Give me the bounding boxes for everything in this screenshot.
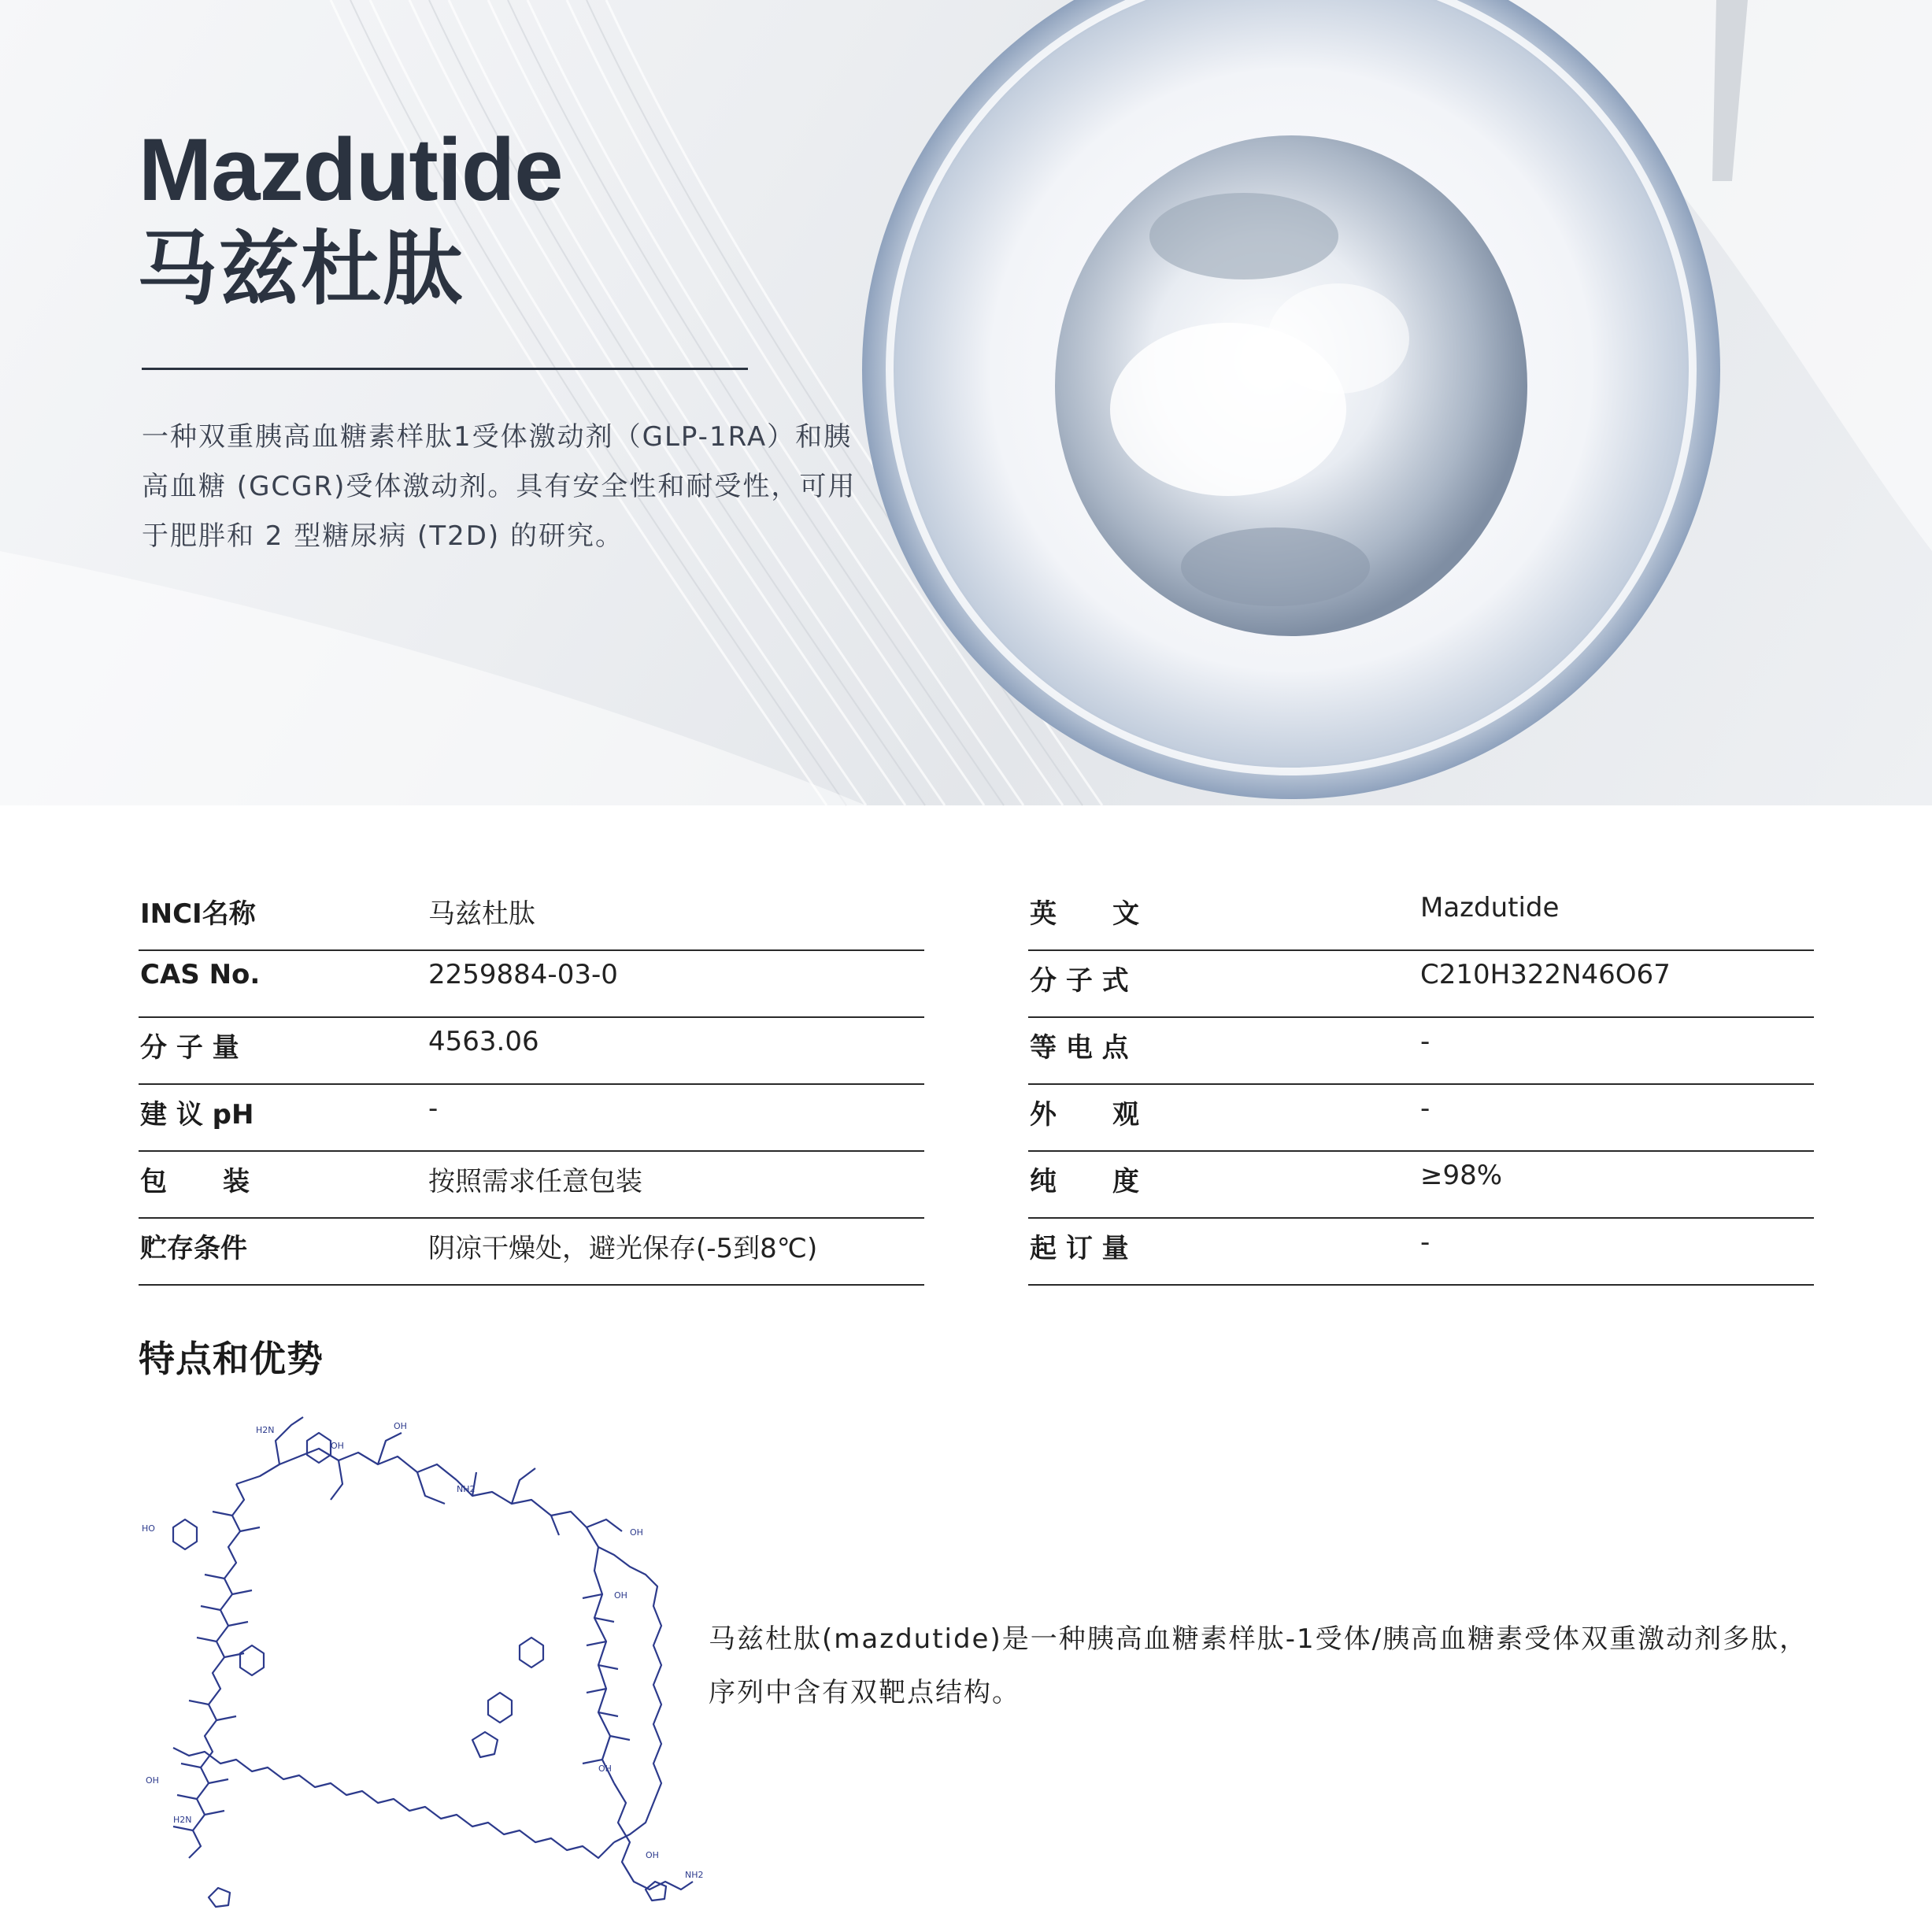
spec-table-left <box>139 886 924 1287</box>
svg-text:NH2: NH2 <box>457 1484 476 1494</box>
spec-label: 分 子 量 <box>140 1032 239 1064</box>
spec-value: ≥98% <box>1420 1160 1503 1191</box>
spec-table-right <box>1028 886 1814 1287</box>
spec-value: - <box>1420 1026 1430 1057</box>
spec-row <box>1028 1086 1814 1152</box>
spec-label: 分 子 式 <box>1030 965 1129 997</box>
svg-text:OH: OH <box>394 1421 407 1431</box>
spec-value: 4563.06 <box>428 1026 539 1057</box>
svg-text:NH2: NH2 <box>685 1870 704 1880</box>
svg-text:OH: OH <box>646 1850 659 1860</box>
svg-text:OH: OH <box>331 1441 344 1451</box>
svg-text:OH: OH <box>146 1775 159 1786</box>
spec-row <box>139 886 924 951</box>
spec-label: 起 订 量 <box>1030 1233 1129 1264</box>
spec-row <box>1028 1020 1814 1085</box>
spec-row <box>139 1153 924 1219</box>
spec-value: 马兹杜肽 <box>428 898 535 930</box>
spec-value: Mazdutide <box>1420 892 1560 923</box>
spec-label: INCI名称 <box>140 898 256 930</box>
svg-text:OH: OH <box>630 1527 643 1538</box>
svg-text:H2N: H2N <box>256 1425 275 1435</box>
spec-label: 贮存条件 <box>140 1233 247 1264</box>
svg-text:HO: HO <box>142 1523 155 1534</box>
spec-value: - <box>428 1093 439 1124</box>
spec-row <box>139 1020 924 1085</box>
spec-label: 建 议 pH <box>140 1099 254 1131</box>
spec-row <box>139 1220 924 1286</box>
spec-value: - <box>1420 1093 1430 1124</box>
features-heading: 特点和优势 <box>139 1338 324 1380</box>
hero-banner <box>0 0 1932 805</box>
molecular-structure-illustration <box>142 1417 704 1905</box>
feature-description: 马兹杜肽(mazdutide)是一种胰高血糖素样肽-1受体/胰高血糖素受体双重激动剂多肽，序列中含有双靶点结构。 <box>709 1623 1808 1708</box>
spec-label: 纯 度 <box>1030 1166 1140 1197</box>
spec-value: 阴凉干燥处，避光保存(-5到8℃) <box>428 1233 818 1264</box>
product-title-cn: 马兹杜肽 <box>137 223 464 316</box>
spec-label: 英 文 <box>1030 898 1140 930</box>
spec-row <box>1028 1153 1814 1219</box>
title-divider <box>142 368 748 370</box>
spec-row <box>1028 1220 1814 1286</box>
spec-value: - <box>1420 1227 1430 1258</box>
spec-label: CAS No. <box>140 959 261 990</box>
spec-value: 按照需求任意包装 <box>428 1166 642 1197</box>
product-title-en: Mazdutide <box>139 120 563 219</box>
spec-value: 2259884-03-0 <box>428 959 618 990</box>
spec-row <box>1028 886 1814 951</box>
svg-text:OH: OH <box>598 1764 612 1774</box>
spec-value: C210H322N46O67 <box>1420 959 1671 990</box>
svg-text:OH: OH <box>614 1590 627 1601</box>
spec-label: 外 观 <box>1030 1099 1140 1131</box>
spec-label: 等 电 点 <box>1030 1032 1129 1064</box>
spec-row <box>139 1086 924 1152</box>
spec-label: 包 装 <box>140 1166 250 1197</box>
svg-text:H2N: H2N <box>173 1815 192 1825</box>
spec-row <box>139 953 924 1018</box>
product-intro: 一种双重胰高血糖素样肽1受体激动剂（GLP-1RA）和胰高血糖 (GCGR)受体激动剂。具有安全性和耐受性，可用于肥胖和 2 型糖尿病 (T2D) 的研究。 <box>142 421 857 552</box>
spec-row <box>1028 953 1814 1018</box>
